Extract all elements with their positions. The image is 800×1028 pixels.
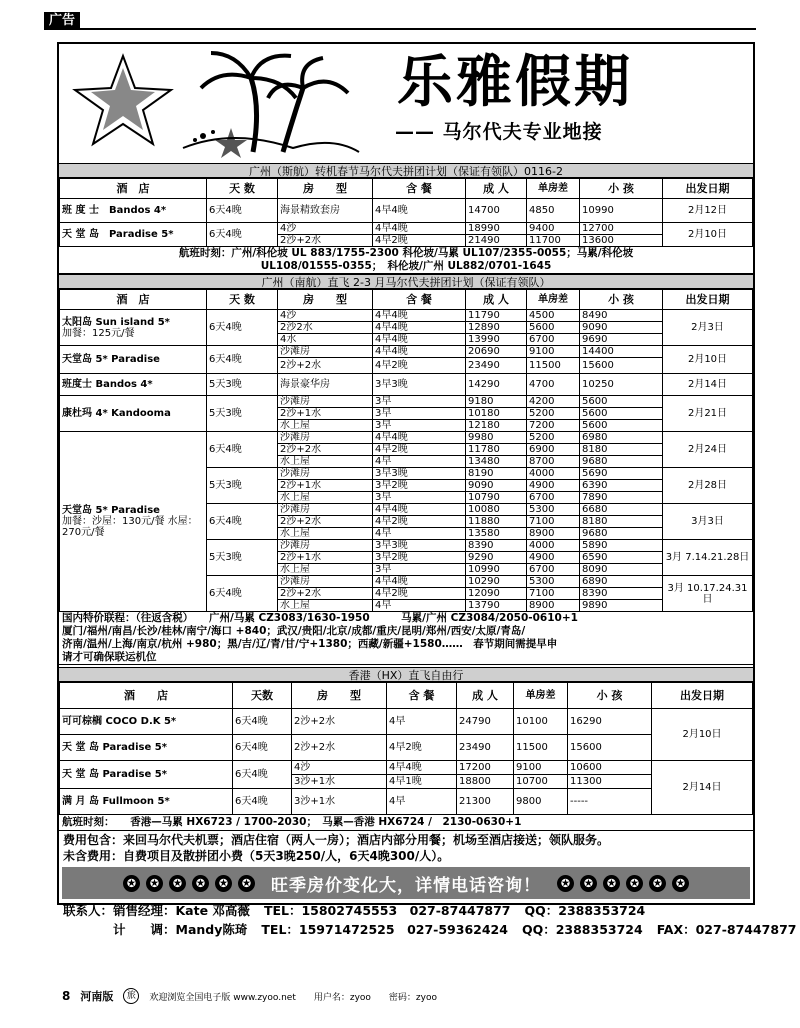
flight-line: UL108/01555-0355； 科伦坡/广州 UL882/0701-1645 <box>260 260 552 272</box>
table-header <box>60 683 753 709</box>
room-cell: 4沙 <box>292 761 387 775</box>
section3-flight: 航班时刻： 香港—马累 HX6723 / 1700-2030； 马累—香港 HX6724 / 2130-0630+1 <box>59 815 753 831</box>
days-cell: 6天4晚 <box>207 576 278 612</box>
table-row <box>60 374 753 396</box>
meal-cell: 3早3晚 <box>373 468 466 480</box>
table-row <box>60 396 753 408</box>
contact-row <box>63 901 749 920</box>
star-badge-icon: ✪ <box>603 875 620 892</box>
brand-tagline: —— 马尔代夫专业地接 <box>395 121 603 143</box>
room-cell: 沙滩房 <box>278 540 373 552</box>
adult-cell: 9290 <box>466 552 527 564</box>
hotel-cell: 天 堂 岛 Paradise 5* <box>60 735 233 761</box>
star-badge-icon: ✪ <box>557 875 574 892</box>
slogan-text: 旺季房价变化大，详情电话咨询！ <box>271 875 541 896</box>
room-cell: 水上屋 <box>278 456 373 468</box>
room-cell: 3沙+1水 <box>292 775 387 789</box>
meal-cell: 4早2晚 <box>373 235 466 247</box>
meal-cell: 3早 <box>373 408 466 420</box>
child-cell: 5600 <box>580 420 663 432</box>
child-cell: 8180 <box>580 444 663 456</box>
meal-cell: 4早2晚 <box>373 444 466 456</box>
room-cell: 2沙+2水 <box>278 235 373 247</box>
single-cell: 9800 <box>514 789 568 815</box>
child-cell: 6590 <box>580 552 663 564</box>
adult-cell: 17200 <box>457 761 514 775</box>
days-cell: 6天4晚 <box>207 432 278 468</box>
adult-cell: 10080 <box>466 504 527 516</box>
single-cell: 7200 <box>527 420 580 432</box>
single-cell: 5200 <box>527 432 580 444</box>
child-cell: 9890 <box>580 600 663 612</box>
single-cell: 8900 <box>527 600 580 612</box>
contact-qq: QQ：2388353724 <box>521 922 643 937</box>
days-cell: 5天3晚 <box>207 540 278 576</box>
table-row <box>60 346 753 358</box>
adult-cell: 11790 <box>466 310 527 322</box>
content <box>59 163 797 939</box>
meal-cell: 4早4晚 <box>373 223 466 235</box>
days-cell: 6天4晚 <box>207 310 278 346</box>
date-cell: 2月10日 <box>663 223 753 247</box>
adult-cell: 23490 <box>457 735 514 761</box>
meal-cell: 3早2晚 <box>373 552 466 564</box>
child-cell: 10990 <box>580 199 663 223</box>
child-cell: 6890 <box>580 576 663 588</box>
publication-badge-icon: 旅 <box>123 988 139 1004</box>
single-cell: 11700 <box>527 235 580 247</box>
contact-row <box>63 920 797 939</box>
header-days: 天数 <box>233 683 292 709</box>
star-badge-icon: ✪ <box>672 875 689 892</box>
hotel-cell: 班度士 Bandos 4* <box>60 374 207 396</box>
room-cell: 2沙+1水 <box>278 480 373 492</box>
flight-line: 航班时刻：广州/科伦坡 UL 883/1755-2300 科伦坡/马累 UL107/2355-0055；马累/科伦坡 <box>178 247 634 259</box>
single-cell: 8700 <box>527 456 580 468</box>
header-meal: 含 餐 <box>387 683 457 709</box>
page-footer <box>62 988 762 1004</box>
adult-cell: 9090 <box>466 480 527 492</box>
section3-title: 香港（HX）直飞自由行 <box>59 667 753 682</box>
adult-cell: 13480 <box>466 456 527 468</box>
table-header <box>60 179 753 199</box>
hotel-cell: 康杜玛 4* Kandooma <box>60 396 207 432</box>
section2-table <box>59 289 753 612</box>
footer-text: 欢迎浏览全国电子版 www.zyoo.net 用户名：zyoo 密码：zyoo <box>149 992 438 1003</box>
adult-cell: 12180 <box>466 420 527 432</box>
hotel-cell: 天 堂 岛 Paradise 5* <box>60 223 207 247</box>
child-cell: 5600 <box>580 408 663 420</box>
table-row <box>60 432 753 444</box>
domestic-connections <box>59 612 753 665</box>
child-cell: 8180 <box>580 516 663 528</box>
header-single: 单房差 <box>527 179 580 199</box>
contact-fax: FAX：027-87447877 <box>656 922 797 937</box>
table-row <box>60 761 753 775</box>
adult-cell: 13580 <box>466 528 527 540</box>
date-cell: 2月3日 <box>663 310 753 346</box>
meal-cell: 4早2晚 <box>373 358 466 374</box>
date-cell: 2月14日 <box>652 761 753 815</box>
single-cell: 9100 <box>527 346 580 358</box>
meal-cell: 3早3晚 <box>373 374 466 396</box>
star-badge-icon: ✪ <box>649 875 666 892</box>
header-days: 天 数 <box>207 290 278 310</box>
adult-cell: 11880 <box>466 516 527 528</box>
single-cell: 4200 <box>527 396 580 408</box>
header-date: 出发日期 <box>663 179 753 199</box>
hotel-cell: 天 堂 岛 Paradise 5* <box>60 761 233 789</box>
meal-cell: 3早 <box>373 396 466 408</box>
meal-cell: 4早1晚 <box>387 775 457 789</box>
meal-cell: 4早2晚 <box>387 735 457 761</box>
days-cell: 6天4晚 <box>233 709 292 735</box>
adult-cell: 11780 <box>466 444 527 456</box>
star-badge-icon: ✪ <box>123 875 140 892</box>
meal-cell: 4早 <box>387 709 457 735</box>
hotel-cell: 天堂岛 5* Paradise <box>60 346 207 374</box>
adult-cell: 20690 <box>466 346 527 358</box>
header-adult: 成 人 <box>457 683 514 709</box>
meal-cell: 3早3晚 <box>373 540 466 552</box>
adult-cell: 14700 <box>466 199 527 223</box>
meal-cell: 4早4晚 <box>373 576 466 588</box>
palm-starfish-illustration <box>63 48 363 158</box>
header-child: 小 孩 <box>580 290 663 310</box>
section1-table <box>59 178 753 247</box>
hotel-cell: 满 月 岛 Fullmoon 5* <box>60 789 233 815</box>
meal-cell: 3早 <box>373 564 466 576</box>
section3-table <box>59 682 753 815</box>
star-badge-icon: ✪ <box>169 875 186 892</box>
star-badge-icon: ✪ <box>215 875 232 892</box>
days-cell: 5天3晚 <box>207 396 278 432</box>
room-cell: 水上屋 <box>278 492 373 504</box>
domestic-line: 请才可确保联运机位 <box>62 651 157 663</box>
child-cell: 7890 <box>580 492 663 504</box>
room-cell: 4沙 <box>278 223 373 235</box>
child-cell: 9090 <box>580 322 663 334</box>
room-cell: 2沙+2水 <box>278 358 373 374</box>
room-cell: 2沙+2水 <box>278 588 373 600</box>
meal-cell: 4早 <box>373 528 466 540</box>
table-row <box>60 709 753 735</box>
adult-cell: 23490 <box>466 358 527 374</box>
single-cell: 11500 <box>514 735 568 761</box>
single-cell: 4500 <box>527 310 580 322</box>
header-date: 出发日期 <box>663 290 753 310</box>
single-cell: 4000 <box>527 468 580 480</box>
meal-cell: 3早 <box>373 492 466 504</box>
room-cell: 2沙2水 <box>278 322 373 334</box>
meal-cell: 4早 <box>373 600 466 612</box>
adult-cell: 10790 <box>466 492 527 504</box>
star-badge-icon: ✪ <box>580 875 597 892</box>
days-cell: 6天4晚 <box>207 346 278 374</box>
slogan-bar <box>62 867 750 899</box>
single-cell: 6700 <box>527 564 580 576</box>
hotel-note: 加餐：沙屋：130元/餐 水屋：270元/餐 <box>62 516 198 538</box>
room-cell: 水上屋 <box>278 600 373 612</box>
contact-role: 联系人：销售经理：Kate 邓高薇 <box>63 903 250 918</box>
contact-role: 计 调：Mandy陈琦 <box>63 922 248 937</box>
contact-block <box>59 901 797 939</box>
child-cell: 9690 <box>580 334 663 346</box>
date-cell: 2月10日 <box>663 346 753 374</box>
adult-cell: 18990 <box>466 223 527 235</box>
room-cell: 沙滩房 <box>278 576 373 588</box>
date-cell: 2月24日 <box>663 432 753 468</box>
child-cell: 5600 <box>580 396 663 408</box>
adult-cell: 8390 <box>466 540 527 552</box>
hotel-cell: 太阳岛 Sun island 5* 加餐：125元/餐 <box>60 310 207 346</box>
single-cell: 5300 <box>527 576 580 588</box>
single-cell: 4000 <box>527 540 580 552</box>
room-cell: 沙滩房 <box>278 346 373 358</box>
adult-cell: 10180 <box>466 408 527 420</box>
child-cell: 5690 <box>580 468 663 480</box>
meal-cell: 4早2晚 <box>373 516 466 528</box>
hotel-cell: 班 度 士 Bandos 4* <box>60 199 207 223</box>
adult-cell: 21490 <box>466 235 527 247</box>
adult-cell: 13990 <box>466 334 527 346</box>
header-room: 房 型 <box>278 179 373 199</box>
single-cell: 4900 <box>527 480 580 492</box>
child-cell: 8490 <box>580 310 663 322</box>
header-days: 天 数 <box>207 179 278 199</box>
header-hotel: 酒 店 <box>60 179 207 199</box>
days-cell: 5天3晚 <box>207 468 278 504</box>
meal-cell: 4早4晚 <box>373 346 466 358</box>
adult-cell: 8190 <box>466 468 527 480</box>
star-badge-icon: ✪ <box>626 875 643 892</box>
child-cell: 6980 <box>580 432 663 444</box>
adult-cell: 9180 <box>466 396 527 408</box>
meal-cell: 4早4晚 <box>373 199 466 223</box>
fees-excluded: 未含费用：自费项目及散拼团小费（5天3晚250/人，6天4晚300/人）。 <box>63 849 450 863</box>
room-cell: 水上屋 <box>278 420 373 432</box>
single-cell: 5300 <box>527 504 580 516</box>
child-cell: 9680 <box>580 528 663 540</box>
days-cell: 6天4晚 <box>233 761 292 789</box>
meal-cell: 4早4晚 <box>373 432 466 444</box>
meal-cell: 4早2晚 <box>373 588 466 600</box>
single-cell: 8900 <box>527 528 580 540</box>
header-child: 小 孩 <box>568 683 652 709</box>
room-cell: 2沙+2水 <box>278 516 373 528</box>
child-cell: 9680 <box>580 456 663 468</box>
room-cell: 沙滩房 <box>278 396 373 408</box>
adult-cell: 9980 <box>466 432 527 444</box>
domestic-line: 济南/温州/上海/南京/杭州 +980；黑/吉/辽/青/甘/宁+1380；西藏/新疆+1580…… 春节期间需提早申 <box>62 638 558 650</box>
adult-cell: 10990 <box>466 564 527 576</box>
date-cell: 2月10日 <box>652 709 753 761</box>
child-cell: 15600 <box>580 358 663 374</box>
meal-cell: 4早4晚 <box>373 322 466 334</box>
header-adult: 成 人 <box>466 290 527 310</box>
brand-title: 乐雅假期 <box>397 50 633 115</box>
single-cell: 4900 <box>527 552 580 564</box>
meal-cell: 4早4晚 <box>373 334 466 346</box>
single-cell: 4850 <box>527 199 580 223</box>
single-cell: 10700 <box>514 775 568 789</box>
adult-cell: 10290 <box>466 576 527 588</box>
room-cell: 沙滩房 <box>278 432 373 444</box>
table-row <box>60 310 753 322</box>
adult-cell: 24790 <box>457 709 514 735</box>
section1-title: 广州（斯航）转机春节马尔代夫拼团计划（保证有领队）0116-2 <box>59 163 753 178</box>
child-cell: 6390 <box>580 480 663 492</box>
edition-label: 河南版 <box>80 990 114 1003</box>
room-cell: 水上屋 <box>278 528 373 540</box>
date-cell: 2月14日 <box>663 374 753 396</box>
child-cell: 5890 <box>580 540 663 552</box>
child-cell: 10250 <box>580 374 663 396</box>
adult-cell: 13790 <box>466 600 527 612</box>
table-row <box>60 223 753 235</box>
ad-frame <box>57 42 797 937</box>
hotel-note: 加餐：125元/餐 <box>62 327 135 339</box>
date-cell: 3月 10.17.24.31日 <box>663 576 753 612</box>
days-cell: 6天4晚 <box>233 789 292 815</box>
room-cell: 2沙+2水 <box>278 444 373 456</box>
days-cell: 6天4晚 <box>233 735 292 761</box>
ad-label: 广告 <box>44 12 80 30</box>
child-cell: 14400 <box>580 346 663 358</box>
header-child: 小 孩 <box>580 179 663 199</box>
child-cell: ----- <box>568 789 652 815</box>
room-cell: 2沙+1水 <box>278 552 373 564</box>
meal-cell: 3早 <box>373 420 466 432</box>
meal-cell: 4早4晚 <box>373 310 466 322</box>
star-badge-icon: ✪ <box>146 875 163 892</box>
header-room: 房 型 <box>292 683 387 709</box>
single-cell: 6900 <box>527 444 580 456</box>
contact-qq: QQ：2388353724 <box>524 903 646 918</box>
single-cell: 6700 <box>527 334 580 346</box>
single-cell: 10100 <box>514 709 568 735</box>
star-badge-icon: ✪ <box>192 875 209 892</box>
contact-tel: TEL：15802745553 027-87447877 <box>263 903 511 918</box>
date-cell: 3月3日 <box>663 504 753 540</box>
child-cell: 13600 <box>580 235 663 247</box>
single-cell: 11500 <box>527 358 580 374</box>
room-cell: 4沙 <box>278 310 373 322</box>
date-cell: 2月21日 <box>663 396 753 432</box>
adult-cell: 12090 <box>466 588 527 600</box>
child-cell: 8090 <box>580 564 663 576</box>
days-cell: 6天4晚 <box>207 504 278 540</box>
header-meal: 含 餐 <box>373 179 466 199</box>
days-cell: 5天3晚 <box>207 374 278 396</box>
hotel-cell: 可可棕榈 COCO D.K 5* <box>60 709 233 735</box>
single-cell: 6700 <box>527 492 580 504</box>
child-cell: 6680 <box>580 504 663 516</box>
single-cell: 7100 <box>527 516 580 528</box>
domestic-line: 国内特价联程：（往返含税） 广州/马累 CZ3083/1630-1950 马累/广州 CZ3084/2050-0610+1 <box>62 612 578 624</box>
room-cell: 沙滩房 <box>278 468 373 480</box>
fees-block <box>59 831 753 865</box>
banner <box>59 44 753 162</box>
header-single: 单房差 <box>527 290 580 310</box>
child-cell: 11300 <box>568 775 652 789</box>
adult-cell: 14290 <box>466 374 527 396</box>
table-row <box>60 735 753 761</box>
room-cell: 2沙+2水 <box>292 709 387 735</box>
date-cell: 3月 7.14.21.28日 <box>663 540 753 576</box>
child-cell: 10600 <box>568 761 652 775</box>
header-date: 出发日期 <box>652 683 753 709</box>
date-cell: 2月28日 <box>663 468 753 504</box>
meal-cell: 4早 <box>373 456 466 468</box>
meal-cell: 3早2晚 <box>373 480 466 492</box>
date-cell: 2月12日 <box>663 199 753 223</box>
header-hotel: 酒 店 <box>60 683 233 709</box>
child-cell: 12700 <box>580 223 663 235</box>
domestic-line: 厦门/福州/南昌/长沙/桂林/南宁/海口 +840；武汉/贵阳/北京/成都/重庆/昆明/郑州/西安/太原/青岛/ <box>62 625 526 637</box>
room-cell: 3沙+1水 <box>292 789 387 815</box>
header-adult: 成 人 <box>466 179 527 199</box>
single-cell: 5600 <box>527 322 580 334</box>
room-cell: 4水 <box>278 334 373 346</box>
hotel-cell: 天堂岛 5* Paradise 加餐：沙屋：130元/餐 水屋：270元/餐 <box>60 432 207 612</box>
days-cell: 6天4晚 <box>207 199 278 223</box>
header-room: 房 型 <box>278 290 373 310</box>
room-cell: 海景豪华房 <box>278 374 373 396</box>
child-cell: 16290 <box>568 709 652 735</box>
header-hotel: 酒 店 <box>60 290 207 310</box>
page-number: 8 <box>62 989 71 1003</box>
single-cell: 9400 <box>527 223 580 235</box>
contact-tel: TEL：15971472525 027-59362424 <box>261 922 508 937</box>
single-cell: 5200 <box>527 408 580 420</box>
days-cell: 6天4晚 <box>207 223 278 247</box>
star-badge-icon: ✪ <box>238 875 255 892</box>
meal-cell: 4早 <box>387 789 457 815</box>
table-row <box>60 789 753 815</box>
child-cell: 15600 <box>568 735 652 761</box>
meal-cell: 4早4晚 <box>387 761 457 775</box>
single-cell: 4700 <box>527 374 580 396</box>
room-cell: 2沙+2水 <box>292 735 387 761</box>
room-cell: 2沙+1水 <box>278 408 373 420</box>
table-row <box>60 199 753 223</box>
adult-cell: 18800 <box>457 775 514 789</box>
section1-flights <box>59 247 753 274</box>
header-meal: 含 餐 <box>373 290 466 310</box>
single-cell: 7100 <box>527 588 580 600</box>
meal-cell: 4早4晚 <box>373 504 466 516</box>
section2-title: 广州（南航）直飞 2-3 月马尔代夫拼团计划（保证有领队） <box>59 274 753 289</box>
single-cell: 9100 <box>514 761 568 775</box>
room-cell: 水上屋 <box>278 564 373 576</box>
header-single: 单房差 <box>514 683 568 709</box>
child-cell: 8390 <box>580 588 663 600</box>
adult-cell: 21300 <box>457 789 514 815</box>
fees-included: 费用包含：来回马尔代夫机票；酒店住宿（两人一房）；酒店内部分用餐；机场至酒店接送；领队服务。 <box>63 833 610 847</box>
table-header <box>60 290 753 310</box>
ad-rule <box>44 28 756 30</box>
room-cell: 海景精致套房 <box>278 199 373 223</box>
adult-cell: 12890 <box>466 322 527 334</box>
room-cell: 沙滩房 <box>278 504 373 516</box>
